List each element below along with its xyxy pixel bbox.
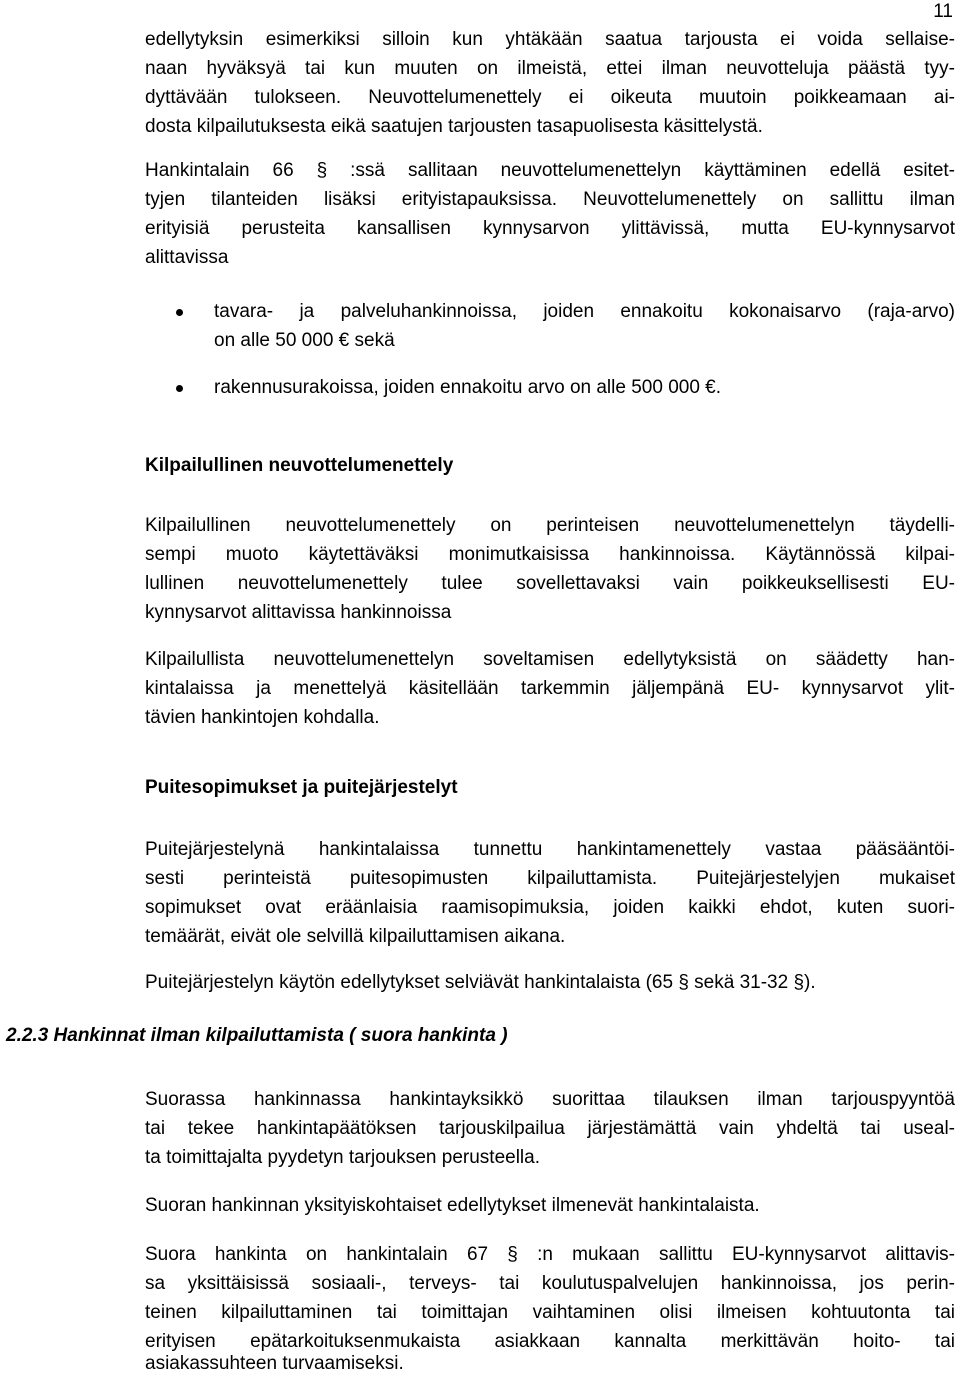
text-line: asiakassuhteen turvaamiseksi. <box>145 1353 404 1374</box>
section-heading: Kilpailullinen neuvottelumenettely <box>145 455 454 476</box>
text-line: edellytyksin esimerkiksi silloin kun yhtäkään saatua tarjousta ei voida sellaise- <box>145 29 955 50</box>
text-line: Kilpailullista neuvottelumenettelyn soveltamisen edellytyksistä on säädetty han- <box>145 649 955 670</box>
text-line: Kilpailullinen neuvottelumenettely on perinteisen neuvottelumenettelyn täydelli- <box>145 515 955 536</box>
text-line: naan hyväksyä tai kun muuten on ilmeistä, ettei ilman neuvotteluja päästä tyy- <box>145 58 955 79</box>
bullet-icon <box>176 385 183 392</box>
text-line: sa yksittäisissä sosiaali-, terveys- tai koulutuspalvelujen hankinnoissa, jos perin- <box>145 1273 955 1294</box>
text-line: alittavissa <box>145 247 229 268</box>
bullet-icon <box>176 309 183 316</box>
text-line: temäärät, eivät ole selvillä kilpailuttamisen aikana. <box>145 926 566 947</box>
text-line: ta toimittajalta pyydetyn tarjouksen perusteella. <box>145 1147 540 1168</box>
text-line: teinen kilpailuttaminen tai toimittajan vaihtaminen olisi ilmeisen kohtuutonta tai <box>145 1302 955 1323</box>
text-line: Suoran hankinnan yksityiskohtaiset edellytykset ilmenevät hankintalaista. <box>145 1195 760 1216</box>
text-line: tai tekee hankintapäätöksen tarjouskilpailua järjestämättä vain yhdeltä tai useal- <box>145 1118 955 1139</box>
text-line: dyttävään tulokseen. Neuvottelumenettely ei oikeuta muutoin poikkeamaan ai- <box>145 87 955 108</box>
text-line: on alle 50 000 € sekä <box>214 330 395 351</box>
text-line: rakennusurakoissa, joiden ennakoitu arvo on alle 500 000 €. <box>214 377 722 398</box>
text-line: Hankintalain 66 § :ssä sallitaan neuvottelumenettelyn käyttäminen edellä esitet- <box>145 160 955 181</box>
text-line: sempi muoto käytettäväksi monimutkaisissa hankinnoissa. Käytännössä kilpai- <box>145 544 955 565</box>
text-line: erityisen epätarkoituksenmukaista asiakkaan kannalta merkittävän hoito- tai <box>145 1331 955 1352</box>
text-line: Puitejärjestelynä hankintalaissa tunnettu hankintamenettely vastaa pääsääntöi- <box>145 839 955 860</box>
page-number: 11 <box>933 1 953 22</box>
text-line: Suora hankinta on hankintalain 67 § :n mukaan sallittu EU-kynnysarvot alittavis- <box>145 1244 955 1265</box>
text-line: tavara- ja palveluhankinnoissa, joiden ennakoitu kokonaisarvo (raja-arvo) <box>214 301 955 322</box>
section-heading: Puitesopimukset ja puitejärjestelyt <box>145 777 458 798</box>
text-line: lullinen neuvottelumenettely tulee sovellettavaksi vain poikkeuksellisesti EU- <box>145 573 955 594</box>
text-line: kynnysarvot alittavissa hankinnoissa <box>145 602 452 623</box>
text-line: tyjen tilanteiden lisäksi erityistapauksissa. Neuvottelumenettely on sallittu ilman <box>145 189 955 210</box>
text-line: dosta kilpailutuksesta eikä saatujen tarjousten tasapuolisesta käsittelystä. <box>145 116 763 137</box>
text-line: tävien hankintojen kohdalla. <box>145 707 380 728</box>
text-line: kintalaissa ja menettelyä käsitellään tarkemmin jäljempänä EU- kynnysarvot ylit- <box>145 678 955 699</box>
text-line: Puitejärjestelyn käytön edellytykset selviävät hankintalaista (65 § sekä 31-32 §). <box>145 972 816 993</box>
text-line: sopimukset ovat eräänlaisia raamisopimuksia, joiden kaikki ehdot, kuten suori- <box>145 897 955 918</box>
text-line: Suorassa hankinnassa hankintayksikkö suorittaa tilauksen ilman tarjouspyyntöä <box>145 1089 955 1110</box>
subsection-heading: 2.2.3 Hankinnat ilman kilpailuttamista ( suora hankinta ) <box>6 1025 508 1046</box>
text-line: erityisiä perusteita kansallisen kynnysarvon ylittävissä, mutta EU-kynnysarvot <box>145 218 955 239</box>
text-line: sesti perinteistä puitesopimusten kilpailuttamista. Puitejärjestelyjen mukaiset <box>145 868 955 889</box>
